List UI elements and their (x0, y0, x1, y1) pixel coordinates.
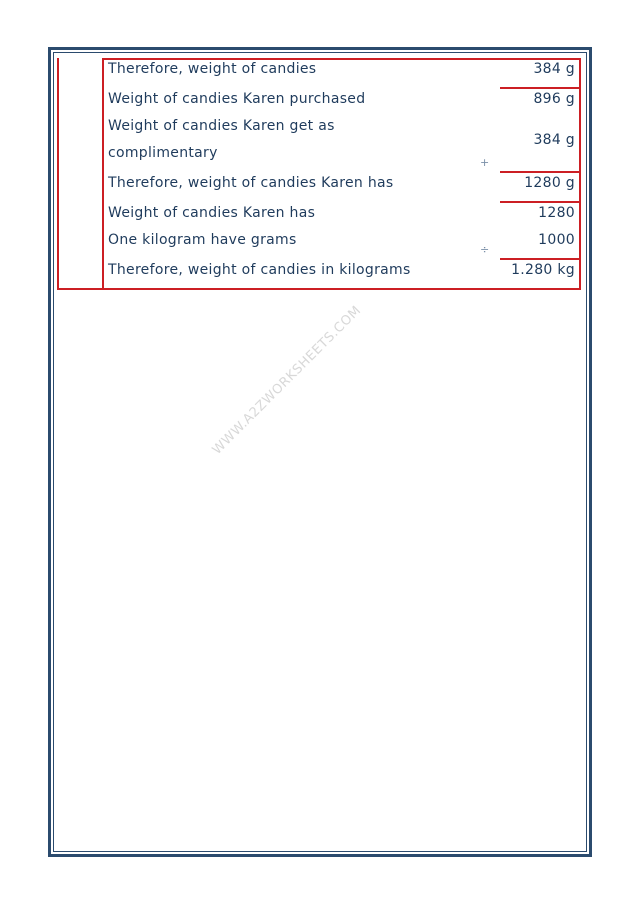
solution-box-left-edge (57, 58, 59, 290)
row-value: 1000 (538, 232, 575, 248)
row-value: 896 g (533, 91, 575, 107)
watermark: WWW.A2ZWORKSHEETS.COM (209, 303, 365, 458)
underline (500, 201, 581, 203)
row-value: 1280 g (524, 175, 575, 191)
row-value: 384 g (533, 132, 575, 148)
solution-box-divider (102, 58, 104, 290)
divide-operator: ÷ (480, 243, 490, 256)
row-value: 384 g (533, 61, 575, 77)
row-label: Therefore, weight of candies Karen has (108, 175, 394, 191)
plus-operator: + (480, 156, 490, 169)
solution-box-top-edge (102, 58, 581, 60)
row-label: Therefore, weight of candies (108, 61, 317, 77)
row-label: Therefore, weight of candies in kilograms (108, 262, 411, 278)
row-label-line2: complimentary (108, 145, 218, 161)
row-value: 1.280 kg (511, 262, 575, 278)
row-label-line1: Weight of candies Karen get as (108, 118, 335, 134)
row-label: Weight of candies Karen purchased (108, 91, 366, 107)
row-value: 1280 (538, 205, 575, 221)
underline (500, 87, 581, 89)
underline (500, 258, 581, 260)
underline (500, 171, 581, 173)
row-label: One kilogram have grams (108, 232, 297, 248)
row-label: Weight of candies Karen has (108, 205, 316, 221)
